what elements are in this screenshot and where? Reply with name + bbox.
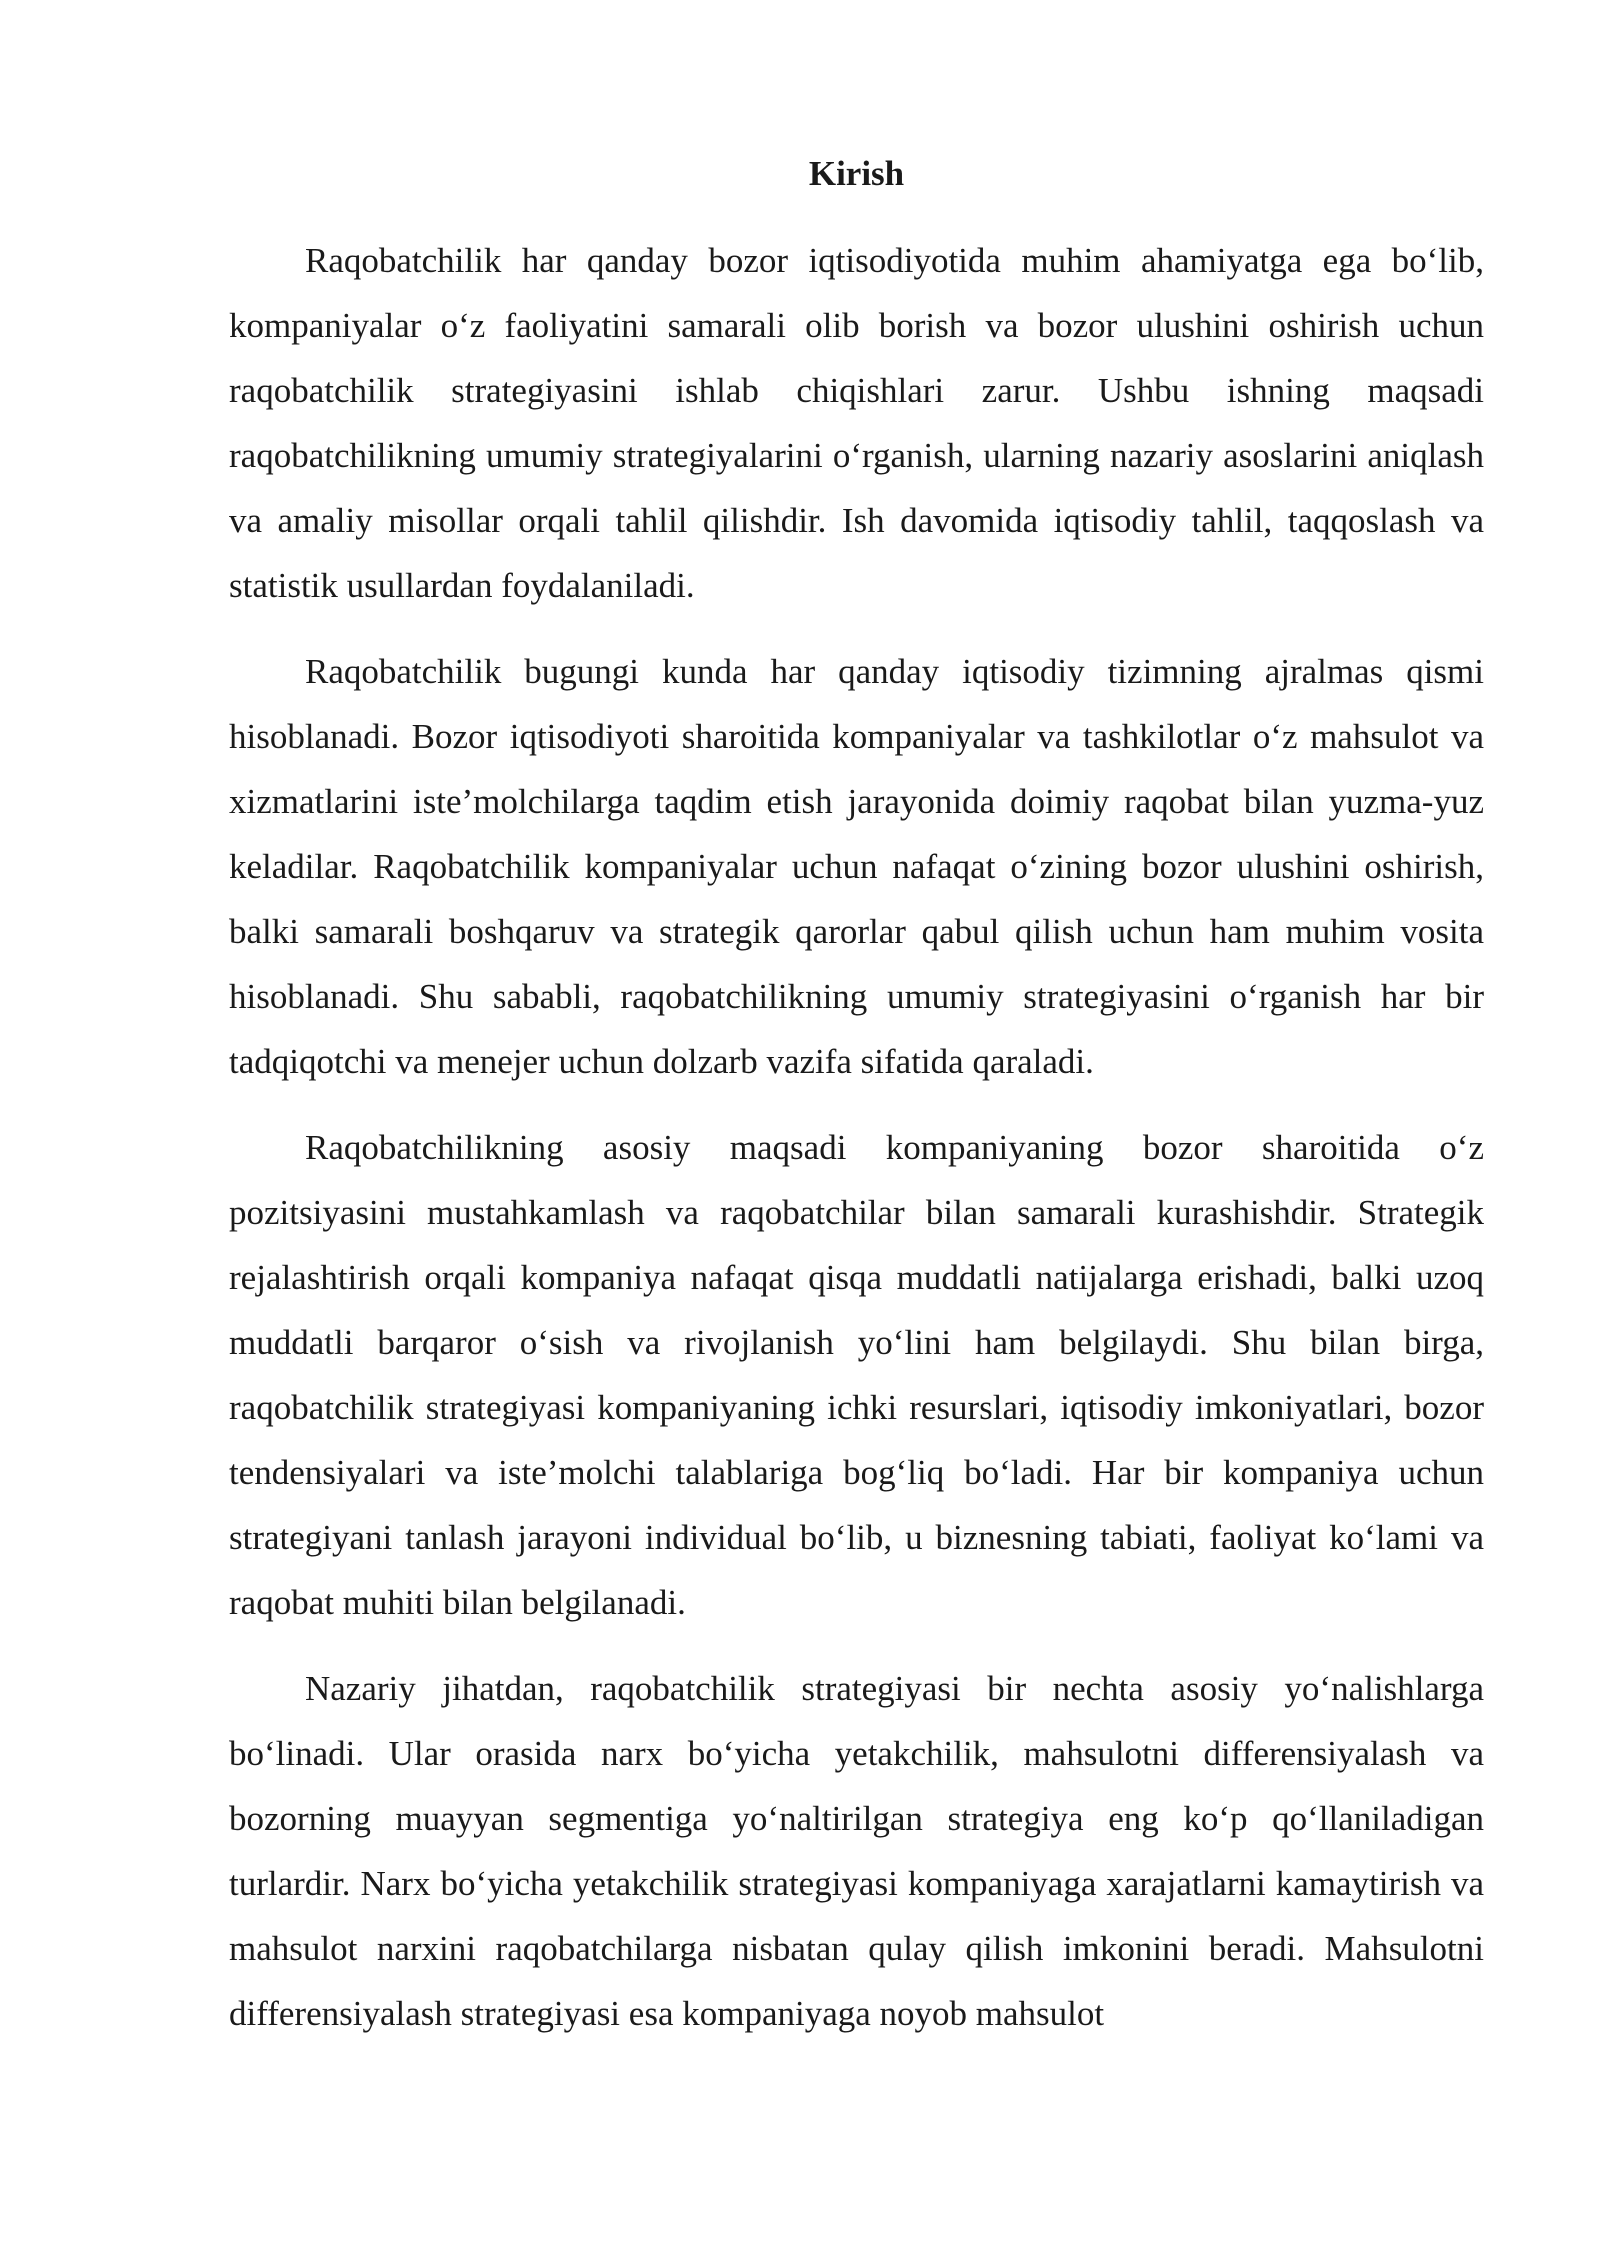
paragraph-3: Raqobatchilikning asosiy maqsadi kompaniyaning bozor sharoitida o‘z pozitsiyasini mustahkamlash va raqobatchilar bilan samarali kurashishdir. Strategik rejalashtirish orqali kompaniya nafaqat qisqa muddatli natijalarga erishadi, balki uzoq muddatli barqaror o‘sish va rivojlanish yo‘lini ham belgilaydi. Shu bilan birga, raqobatchilik strategiyasi kompaniyaning ichki resurslari, iqtisodiy imkoniyatlari, bozor tendensiyalari va iste’molchi talablariga bog‘liq bo‘ladi. Har bir kompaniya uchun strategiyani tanlash jarayoni individual bo‘lib, u biznesning tabiati, faoliyat ko‘lami va raqobat muhiti bilan belgilanadi.: [229, 1128, 1484, 1622]
paragraph-2: Raqobatchilik bugungi kunda har qanday iqtisodiy tizimning ajralmas qismi hisoblanadi. Bozor iqtisodiyoti sharoitida kompaniyalar va tashkilotlar o‘z mahsulot va xizmatlarini iste’molchilarga taqdim etish jarayonida doimiy raqobat bilan yuzma-yuz keladilar. Raqobatchilik kompaniyalar uchun nafaqat o‘zining bozor ulushini oshirish, balki samarali boshqaruv va strategik qarorlar qabul qilish uchun ham muhim vosita hisoblanadi. Shu sababli, raqobatchilikning umumiy strategiyasini o‘rganish har bir tadqiqotchi va menejer uchun dolzarb vazifa sifatida qaraladi.: [229, 652, 1484, 1081]
paragraph-1: Raqobatchilik har qanday bozor iqtisodiyotida muhim ahamiyatga ega bo‘lib, kompaniyalar o‘z faoliyatini samarali olib borish va bozor ulushini oshirish uchun raqobatchilik strategiyasini ishlab chiqishlari zarur. Ushbu ishning maqsadi raqobatchilikning umumiy strategiyalarini o‘rganish, ularning nazariy asoslarini aniqlash va amaliy misollar orqali tahlil qilishdir. Ish davomida iqtisodiy tahlil, taqqoslash va statistik usullardan foydalaniladi.: [229, 241, 1484, 605]
document-body: [229, 140, 1484, 2067]
page-title: Kirish: [808, 154, 905, 193]
paragraph-4: Nazariy jihatdan, raqobatchilik strategiyasi bir nechta asosiy yo‘nalishlarga bo‘linadi. Ular orasida narx bo‘yicha yetakchilik, mahsulotni differensiyalash va bozorning muayyan segmentiga yo‘naltirilgan strategiya eng ko‘p qo‘llaniladigan turlardir. Narx bo‘yicha yetakchilik strategiyasi kompaniyaga xarajatlarni kamaytirish va mahsulot narxini raqobatchilarga nisbatan qulay qilish imkonini beradi. Mahsulotni differensiyalash strategiyasi esa kompaniyaga noyob mahsulot: [229, 1669, 1484, 2033]
